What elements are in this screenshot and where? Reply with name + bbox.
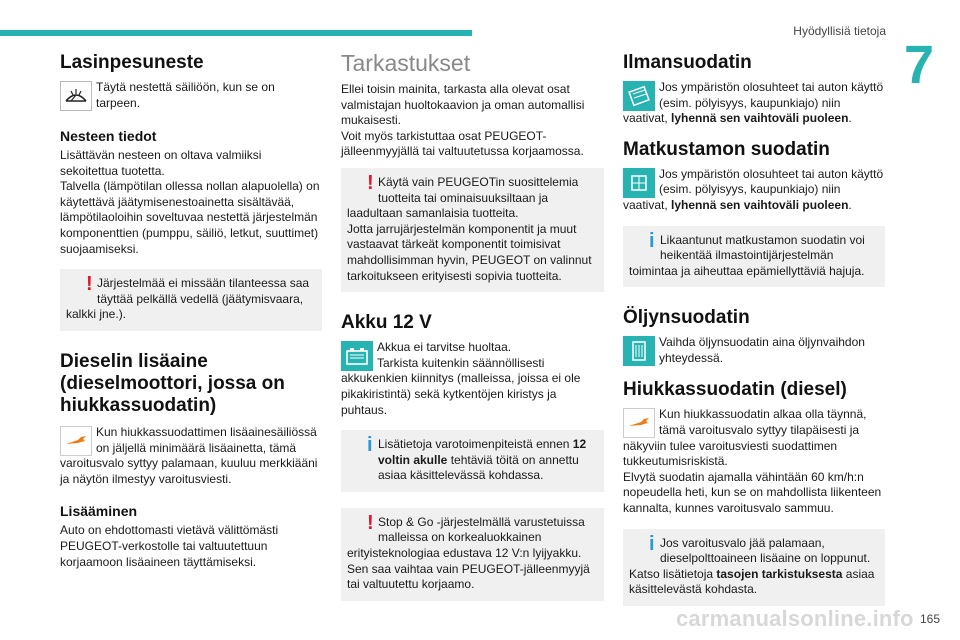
info-icon: i: [649, 229, 655, 252]
wrench-icon: [60, 426, 92, 456]
fluid-info-text: Lisättävän nesteen on oltava valmiiksi sekoitettua tuotetta. Talvella (lämpötilan ollessa nollan alapuolella) on käytettävä jäätymisenestoainetta sisältävää, lämpötilaoloihin soveltuvaa nestettä järjestelmän komponenttien (pumppu, säiliö, letkut, suuttimet) suojaamiseksi.: [60, 148, 320, 256]
column-right: [623, 52, 885, 606]
info-icon: i: [367, 434, 373, 457]
diesel-additive-heading: Dieselin lisäaine (dieselmoottori, jossa on hiukkassuodatin): [60, 350, 285, 416]
cabin-filter-icon: [623, 168, 655, 198]
fluid-info-heading: Nesteen tiedot: [60, 128, 157, 144]
checks-heading: Tarkastukset: [341, 50, 471, 76]
warning-note-stopgo: ! Stop & Go -järjestelmällä varustetuissa malleissa on korkealuokkainen erityisteknologiaa edustava 12 V:n lyijyakku. Sen saa vaihtaa vain PEUGEOT-jälleenmyyjä tai valtuutettu korjaamo.: [341, 508, 604, 601]
particle-filter-paragraph: Kun hiukkassuodatin alkaa olla täynnä, tämä varoitusvalo syttyy tilapäisesti ja näkyviin tulee varoitusviesti suodattimen tukkeutumisriskistä. Elvytä suodatin ajamalla vähintään 60 km/h:n nopeudella heti, kun se on mahdollista liikenteen kannalta, kunnes varoitusvalo sammuu.: [623, 407, 882, 515]
battery-heading: Akku 12 V: [341, 312, 432, 334]
battery-icon: [341, 341, 373, 371]
oil-filter-icon: [623, 336, 655, 366]
washer-icon: [60, 81, 92, 111]
particle-filter-heading: Hiukkassuodatin (diesel): [623, 379, 847, 401]
air-filter-heading: Ilmansuodatin: [623, 52, 752, 73]
cabin-filter-heading: Matkustamon suodatin: [623, 138, 830, 160]
column-middle: [341, 52, 604, 601]
diesel-additive-paragraph: Kun hiukkassuodattimen lisäainesäiliössä on jäljellä minimäärä lisäainetta, tämä varoitusvalo syttyy palamaan, kuuluu merkkiääni ja näytön ilmestyy varoitusviesti.: [60, 424, 318, 486]
warning-note-water: ! Järjestelmää ei missään tilanteessa saa täyttää pelkällä vedellä (jäätymisvaara, kalkki jne.).: [60, 269, 322, 331]
washer-fluid-paragraph: Täytä nestettä säiliöön, kun se on tarpeen.: [60, 80, 322, 112]
warning-note-products: ! Käytä vain PEUGEOTin suosittelemia tuotteita tai ominaisuuksiltaan ja laadultaan samanlaisia tuotteita. Jotta jarrujärjestelmän komponentit ja muut vastaavat tärkeät komponentit toimisivat mahdollisimman hyvin, PEUGEOT on valinnut tarkoitukseen erityisesti sopivia tuotteita.: [341, 168, 604, 292]
warning-icon: !: [367, 171, 374, 194]
wrench-icon: [623, 408, 655, 438]
warning-icon: !: [367, 511, 374, 534]
adding-text: Auto on ehdottomasti vietävä välittömästi PEUGEOT-verkostolle tai valtuutettuun korjaamoon lisäaineen täyttämiseksi.: [60, 523, 279, 569]
info-note-battery: i Lisätietoja varotoimenpiteistä ennen 12 voltin akulle tehtäviä töitä on annettu asiaa käsittelevässä kohdassa.: [341, 430, 604, 492]
air-filter-icon: [623, 81, 655, 111]
washer-fluid-heading: Lasinpesuneste: [60, 52, 204, 73]
air-filter-paragraph: Jos ympäristön olosuhteet tai auton käyttö (esim. pölyisyys, kaupunkiajo) niin vaativat, lyhennä sen vaihtoväli puoleen.: [623, 80, 884, 126]
checks-text: Ellei toisin mainita, tarkasta alla olevat osat valmistajan huoltokaavion ja oman automallisi mukaisesti. Voit myös tarkistuttaa osat PEUGEOT-jälleenmyyjällä tai valtuutetussa korjaamossa.: [341, 82, 585, 159]
info-note-particle: i Jos varoitusvalo jää palamaan, dieselpolttoaineen lisäaine on loppunut. Katso lisätietoja tasojen tarkistuksesta asiaa käsittelevästä kohdasta.: [623, 529, 885, 606]
watermark: carmanualsonline.info: [676, 606, 914, 631]
battery-paragraph: Akkua ei tarvitse huoltaa. Tarkista kuitenkin säännöllisesti akkukenkien kiinnitys (malleissa, joissa ei ole pikakiristintä) sekä kytkentöjen kiristys ja puhtaus.: [341, 340, 581, 417]
warning-icon: !: [86, 273, 93, 296]
oil-filter-paragraph: Vaihda öljynsuodatin aina öljynvaihdon yhteydessä.: [623, 335, 885, 367]
column-left: [60, 52, 322, 570]
top-accent-bar: [0, 30, 472, 36]
adding-heading: Lisääminen: [60, 503, 138, 520]
oil-filter-heading: Öljynsuodatin: [623, 307, 750, 329]
page-number: 165: [919, 612, 940, 626]
section-title: Hyödyllisiä tietoja: [793, 24, 886, 38]
cabin-filter-paragraph: Jos ympäristön olosuhteet tai auton käyttö (esim. pölyisyys, kaupunkiajo) niin vaativat, lyhennä sen vaihtoväli puoleen.: [623, 166, 884, 212]
info-note-cabin: i Likaantunut matkustamon suodatin voi heikentää ilmastointijärjestelmän toimintaa ja aiheuttaa epämiellyttäviä hajuja.: [623, 226, 885, 288]
chapter-number: 7: [904, 35, 935, 95]
info-icon: i: [649, 532, 655, 555]
